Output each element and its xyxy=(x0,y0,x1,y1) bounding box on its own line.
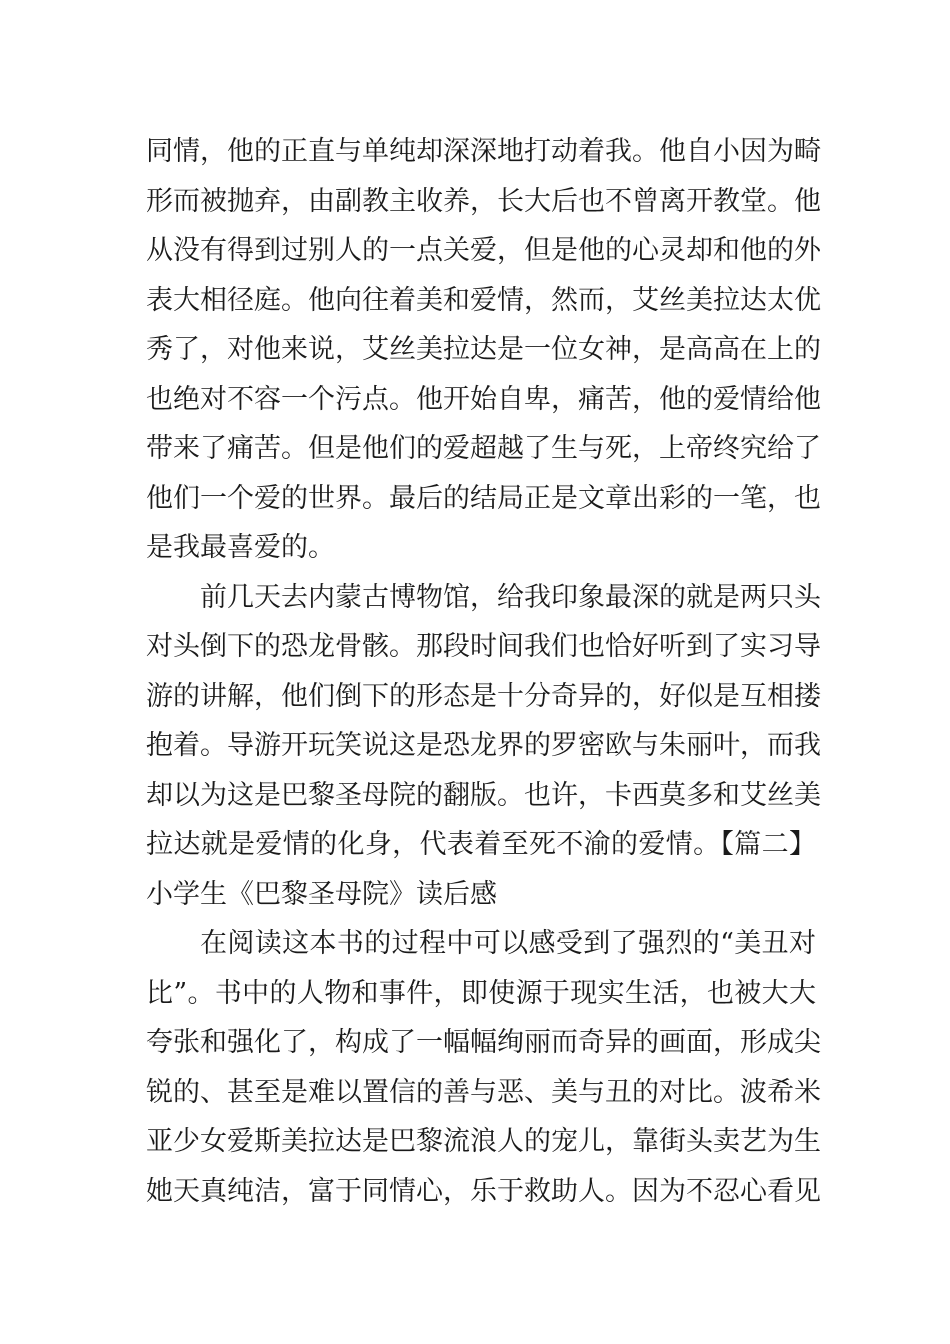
text-line: 带来了痛苦。但是他们的爱超越了生与死，上帝终究给了 xyxy=(146,433,821,464)
text-line: 形而被抛弃，由副教主收养，长大后也不曾离开教堂。他 xyxy=(146,185,821,217)
text-line: 却以为这是巴黎圣母院的翻版。也许，卡西莫多和艾丝美 xyxy=(146,779,821,811)
text-line: 亚少女爱斯美拉达是巴黎流浪人的宠儿，靠街头卖艺为生 xyxy=(146,1126,821,1157)
text-line: 抱着。导游开玩笑说这是恐龙界的罗密欧与朱丽叶，而我 xyxy=(146,730,821,761)
text-line: 表大相径庭。他向往着美和爱情，然而，艾丝美拉达太优 xyxy=(146,284,821,316)
text-line: 游的讲解，他们倒下的形态是十分奇异的，好似是互相搂 xyxy=(146,680,821,712)
paragraph-first-line: 在阅读这本书的过程中可以感受到了强烈的“美丑对 xyxy=(200,928,816,959)
text-line: 夸张和强化了，构成了一幅幅绚丽而奇异的画面，形成尖 xyxy=(146,1027,821,1058)
text-line: 比”。书中的人物和事件，即使源于现实生活，也被大大 xyxy=(146,977,816,1009)
text-line: 从没有得到过别人的一点关爱，但是他的心灵却和他的外 xyxy=(146,235,821,266)
text-line: 她天真纯洁，富于同情心，乐于救助人。因为不忍心看见 xyxy=(146,1175,821,1207)
text-line: 同情，他的正直与单纯却深深地打动着我。他自小因为畸 xyxy=(146,136,821,167)
text-line: 也绝对不容一个污点。他开始自卑，痛苦，他的爱情给他 xyxy=(146,383,821,415)
text-line: 对头倒下的恐龙骨骸。那段时间我们也恰好听到了实习导 xyxy=(146,631,821,662)
text-line: 锐的、甚至是难以置信的善与恶、美与丑的对比。波希米 xyxy=(146,1076,821,1108)
text-line: 秀了，对他来说，艾丝美拉达是一位女神，是高高在上的 xyxy=(146,334,821,365)
paragraph-first-line: 前几天去内蒙古博物馆，给我印象最深的就是两只头 xyxy=(200,581,821,613)
document-body xyxy=(146,127,821,1216)
text-line: 拉达就是爱情的化身，代表着至死不渝的爱情。【篇二】 xyxy=(146,829,816,860)
text-line: 是我最喜爱的。 xyxy=(146,532,335,563)
text-line: 他们一个爱的世界。最后的结局正是文章出彩的一笔，也 xyxy=(146,482,821,514)
section-title: 小学生《巴黎圣母院》读后感 xyxy=(146,878,497,910)
